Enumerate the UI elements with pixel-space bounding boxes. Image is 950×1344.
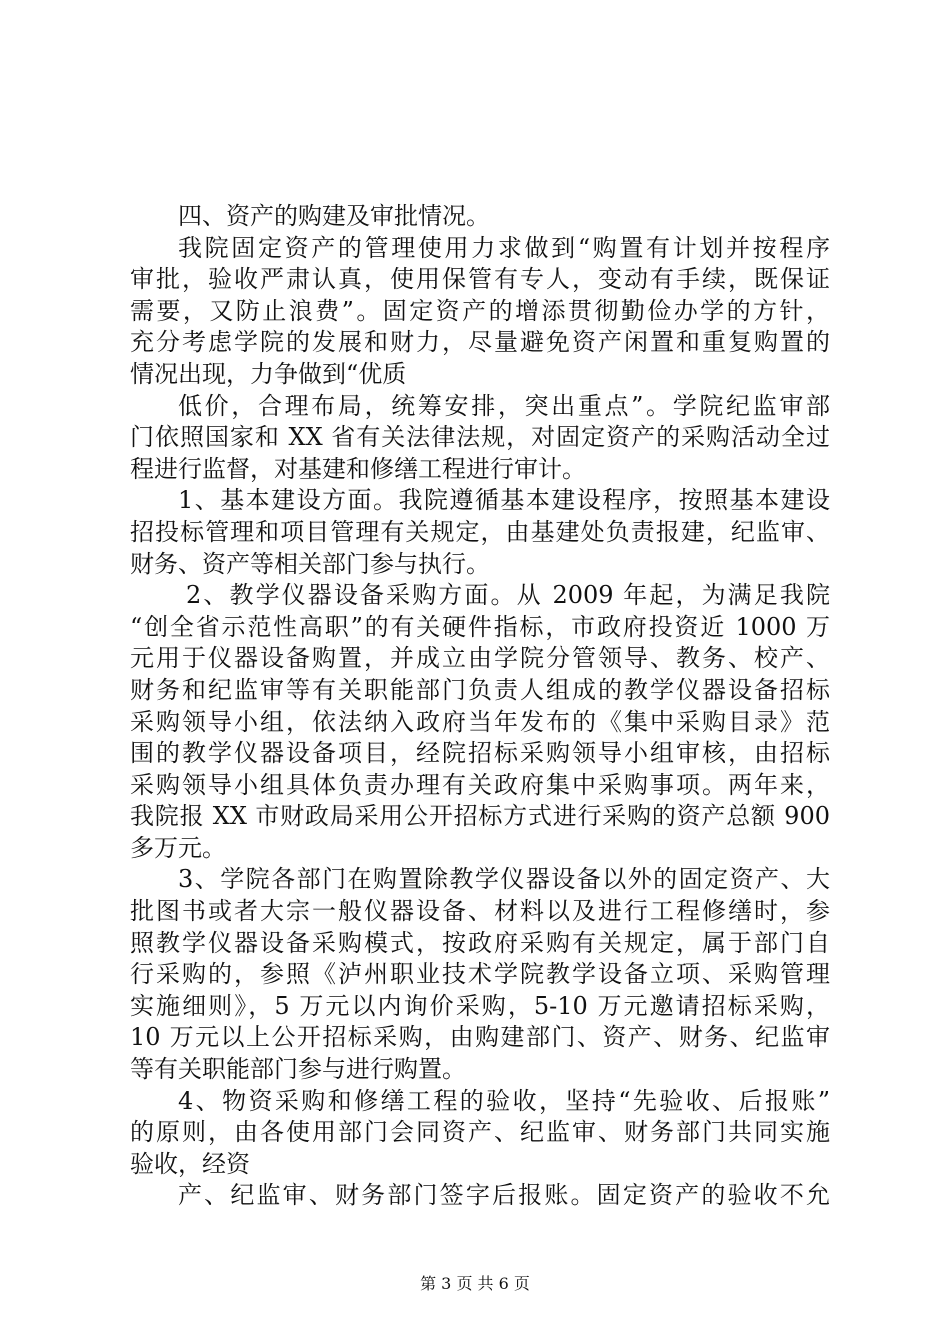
text-line: 我院报 XX 市财政局采用公开招标方式进行采购的资产总额 900 xyxy=(130,802,830,831)
text-line: 行采购的，参照《泸州职业技术学院教学设备立项、采购管理 xyxy=(130,960,830,989)
document-body xyxy=(130,201,830,1212)
text-line: 充分考虑学院的发展和财力，尽量避免资产闲置和重复购置的 xyxy=(130,328,830,357)
text-line: 门依照国家和 XX 省有关法律法规，对固定资产的采购活动全过 xyxy=(130,423,830,452)
text-line: 3、学院各部门在购置除教学仪器设备以外的固定资产、大 xyxy=(178,865,830,894)
text-line: 程进行监督，对基建和修缮工程进行审计。 xyxy=(130,454,586,483)
text-line: 照教学仪器设备采购模式，按政府采购有关规定，属于部门自 xyxy=(130,928,830,957)
text-line: 批图书或者大宗一般仪器设备、材料以及进行工程修缮时，参 xyxy=(130,897,830,926)
text-line: 围的教学仪器设备项目，经院招标采购领导小组审核，由招标 xyxy=(130,739,830,768)
text-line: 的原则，由各使用部门会同资产、纪监审、财务部门共同实施 xyxy=(130,1118,830,1147)
text-line: 采购领导小组，依法纳入政府当年发布的《集中采购目录》范 xyxy=(130,707,830,736)
text-line: “创全省示范性高职”的有关硬件指标，市政府投资近 1000 万 xyxy=(130,612,830,641)
text-line: 2、教学仪器设备采购方面。从 2009 年起，为满足我院 xyxy=(186,581,830,610)
page-footer: 第 3 页 共 6 页 xyxy=(420,1274,530,1293)
text-line: 多万元。 xyxy=(130,833,226,862)
text-line: 招投标管理和项目管理有关规定，由基建处负责报建，纪监审、 xyxy=(130,517,830,546)
text-line: 等有关职能部门参与进行购置。 xyxy=(130,1055,466,1084)
text-line: 情况出现，力争做到“优质 xyxy=(130,359,407,388)
text-line: 1、基本建设方面。我院遵循基本建设程序，按照基本建设 xyxy=(178,486,830,515)
text-line: 10 万元以上公开招标采购，由购建部门、资产、财务、纪监审 xyxy=(130,1023,830,1052)
text-line: 采购领导小组具体负责办理有关政府集中采购事项。两年来， xyxy=(130,770,830,799)
text-line: 低价，合理布局，统筹安排，突出重点”。学院纪监审部 xyxy=(178,391,830,420)
text-line: 需要，又防止浪费”。固定资产的增添贯彻勤俭办学的方针， xyxy=(130,296,830,325)
text-line: 财务、资产等相关部门参与执行。 xyxy=(130,549,490,578)
text-line: 4、物资采购和修缮工程的验收，坚持“先验收、后报账” xyxy=(178,1086,830,1115)
text-line: 验收，经资 xyxy=(130,1149,250,1178)
text-line: 审批，验收严肃认真，使用保管有专人，变动有手续，既保证 xyxy=(130,265,830,294)
text-line: 财务和纪监审等有关职能部门负责人组成的教学仪器设备招标 xyxy=(130,675,830,704)
section-heading: 四、资产的购建及审批情况。 xyxy=(178,202,490,230)
text-line: 产、纪监审、财务部门签字后报账。固定资产的验收不允 xyxy=(178,1181,830,1210)
text-line: 我院固定资产的管理使用力求做到“购置有计划并按程序 xyxy=(178,233,830,262)
text-line: 元用于仪器设备购置，并成立由学院分管领导、教务、校产、 xyxy=(130,644,830,673)
text-line: 实施细则》，5 万元以内询价采购，5-10 万元邀请招标采购， xyxy=(130,991,830,1020)
